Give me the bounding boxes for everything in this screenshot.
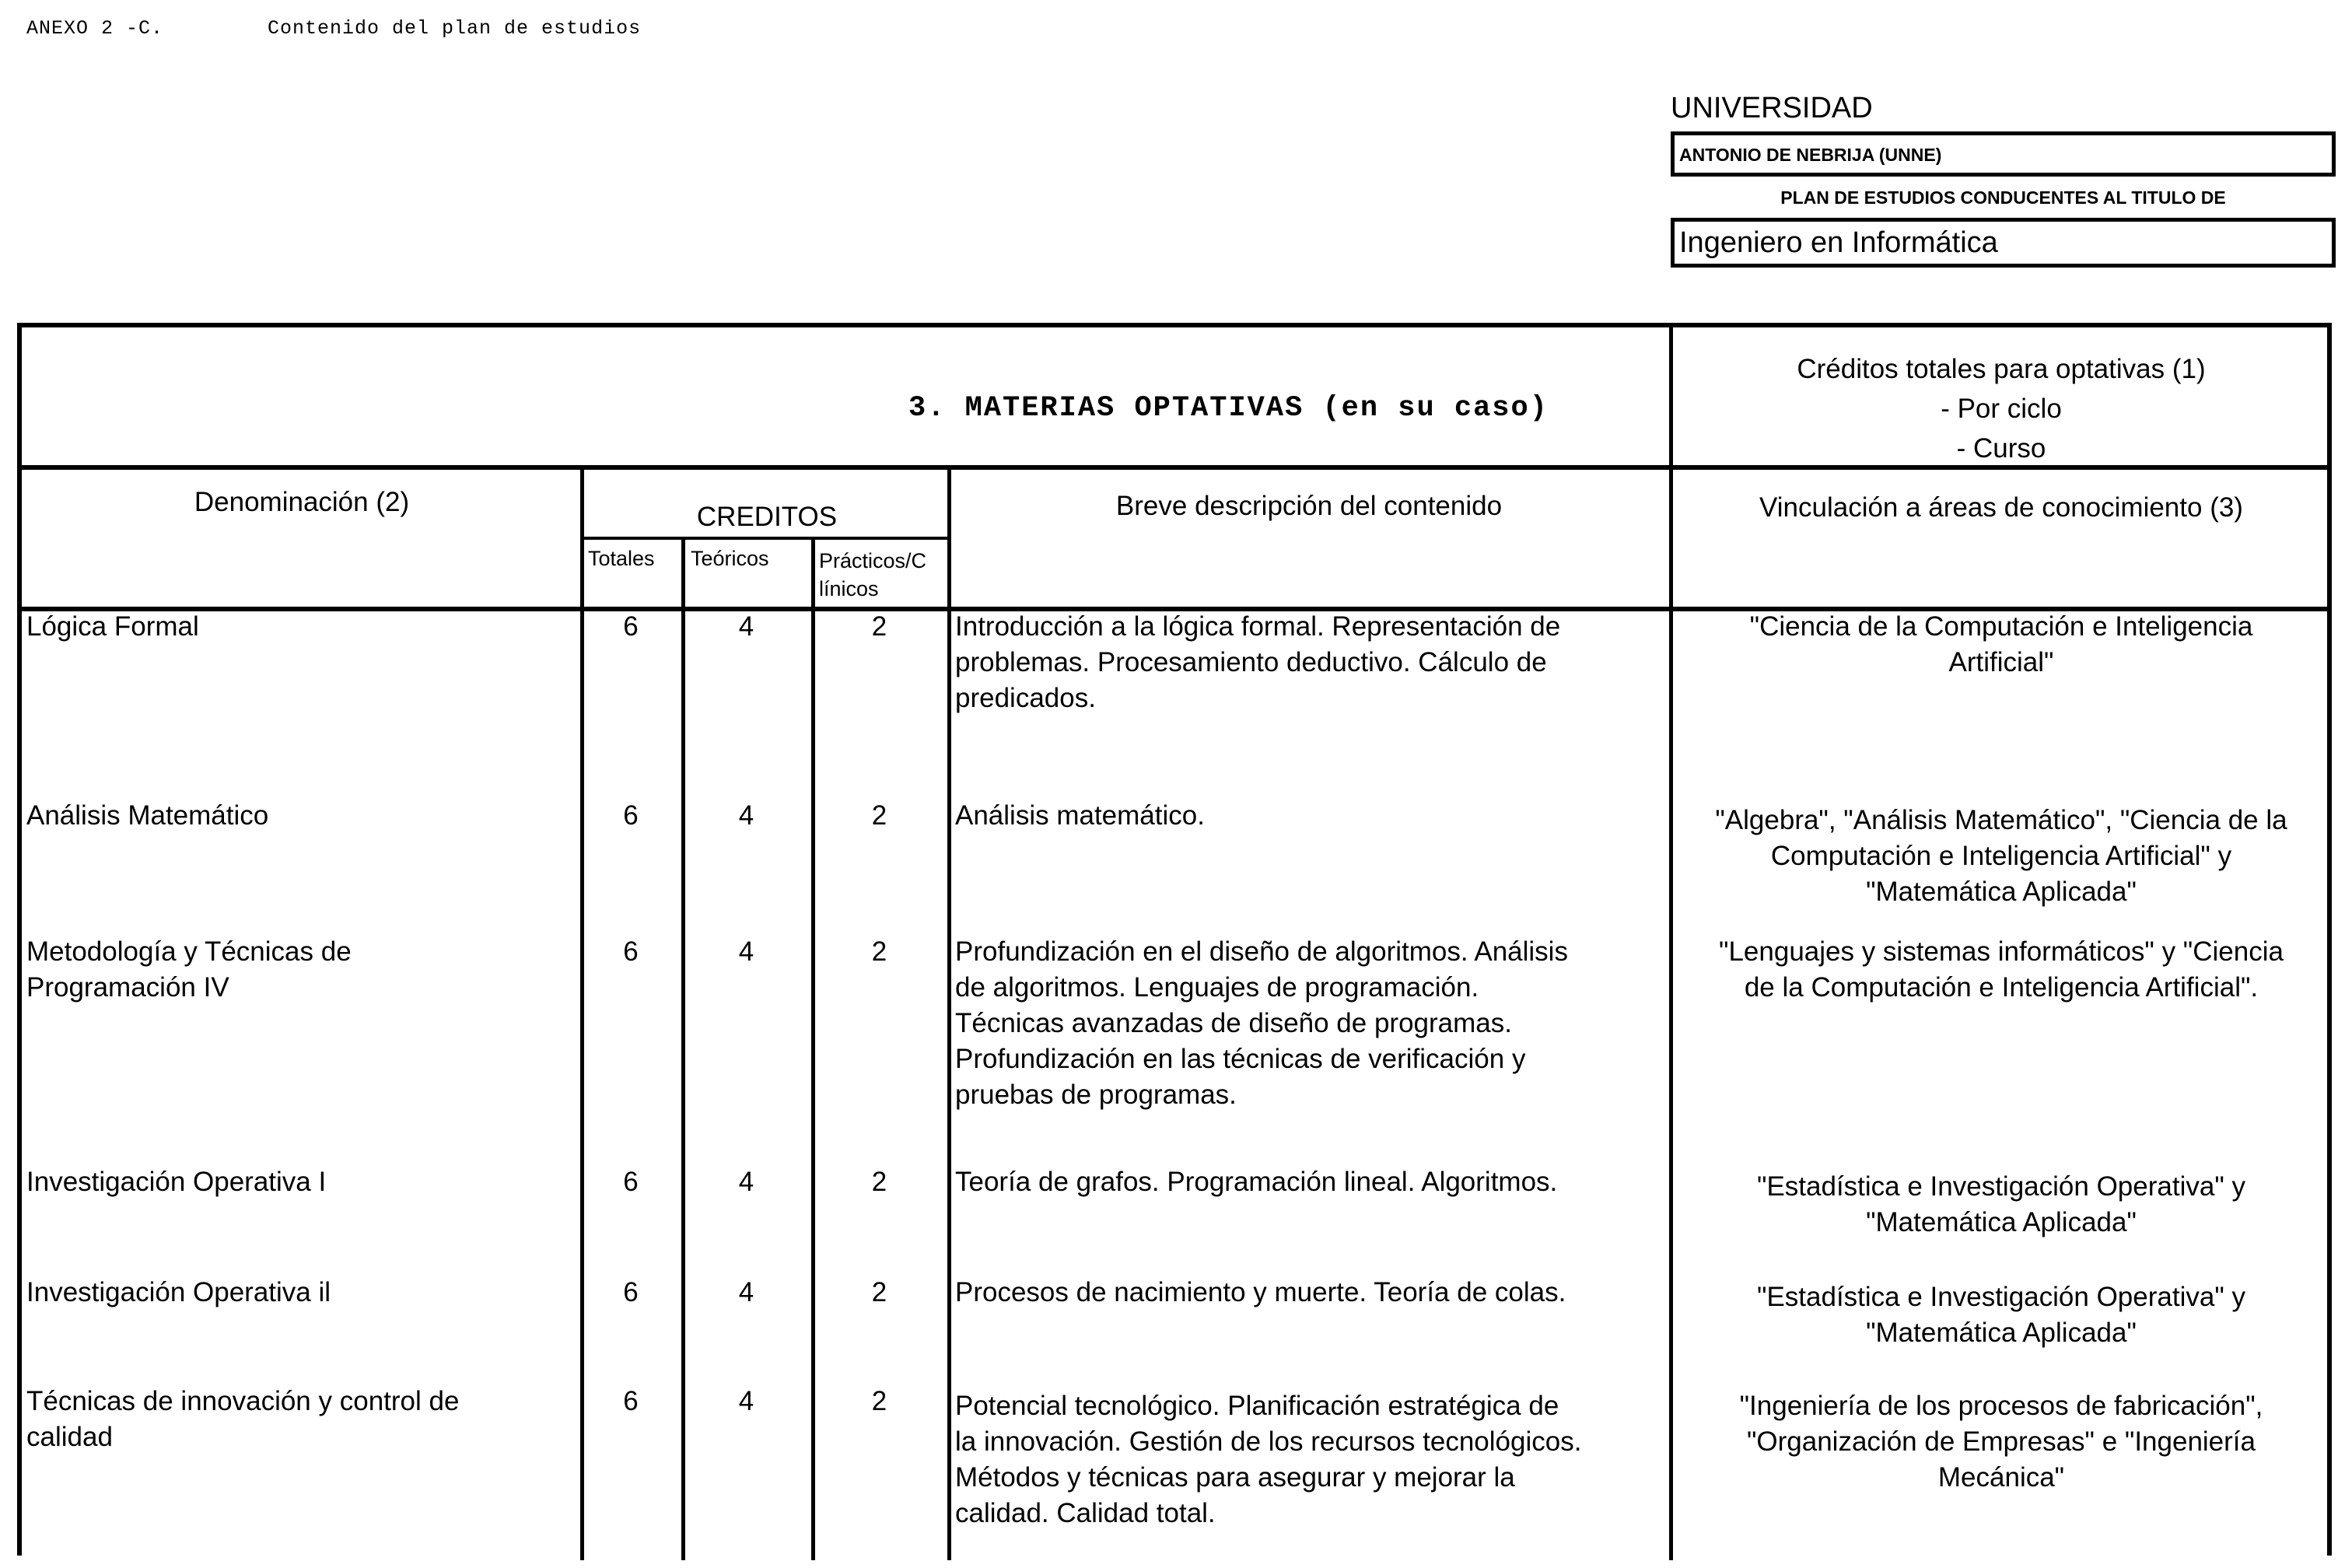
header-denominacion: Denominación (2)	[194, 487, 410, 517]
knowledge-areas: "Lenguajes y sistemas informáticos" y "Ciencia de la Computación e Inteligencia Artificial".	[1719, 936, 2284, 1003]
header-vinculacion: Vinculación a áreas de conocimiento (3)	[1759, 492, 2243, 523]
subject-description: Profundización en el diseño de algoritmos. Análisis de algoritmos. Lenguajes de programación. Técnicas avanzadas de diseño de programas. Profundización en las técnicas de verificación y pruebas de programas.	[955, 936, 1568, 1110]
subject-name: Metodología y Técnicas de Programación IV	[26, 936, 352, 1003]
credits-totales: 6	[623, 800, 639, 831]
credits-totales: 6	[623, 1277, 639, 1307]
credits-totales: 6	[623, 611, 639, 642]
header-teoricos: Teóricos	[691, 547, 769, 570]
subject-name: Investigación Operativa il	[26, 1277, 331, 1307]
subject-name: Técnicas de innovación y control de calidad	[26, 1386, 460, 1452]
subject-description: Potencial tecnológico. Planificación estratégica de la innovación. Gestión de los recursos tecnológicos. Métodos y técnicas para asegurar y mejorar la calidad. Calidad total.	[955, 1391, 1582, 1528]
credits-teoricos: 4	[738, 1167, 754, 1197]
credits-per-course-line: - Curso	[1956, 433, 2046, 464]
credits-practicos: 2	[871, 1167, 887, 1197]
subject-name: Lógica Formal	[26, 611, 199, 642]
col-divider-right	[1669, 327, 1673, 1560]
credits-totales: 6	[623, 1386, 639, 1416]
subject-description: Procesos de nacimiento y muerte. Teoría de colas.	[955, 1277, 1566, 1307]
degree-title-box	[1671, 218, 2336, 268]
subject-name: Investigación Operativa I	[26, 1167, 327, 1197]
credits-practicos: 2	[871, 1277, 887, 1307]
header-creditos: CREDITOS	[696, 502, 838, 532]
knowledge-areas: "Estadística e Investigación Operativa" y "Matemática Aplicada"	[1757, 1171, 2245, 1237]
header-practicos: Prácticos/C línicos	[819, 549, 927, 600]
subject-description: Introducción a la lógica formal. Representación de problemas. Procesamiento deductivo. Cálculo de predicados.	[955, 611, 1561, 713]
credits-total-line: Créditos totales para optativas (1)	[1797, 354, 2206, 384]
credits-teoricos: 4	[738, 936, 754, 967]
degree-title: Ingeniero en Informática	[1679, 226, 1998, 259]
header-descripcion: Breve descripción del contenido	[1115, 491, 1503, 521]
section-title: 3. MATERIAS OPTATIVAS (en su caso)	[908, 392, 1549, 425]
credits-practicos: 2	[871, 936, 887, 967]
subject-description: Teoría de grafos. Programación lineal. Algoritmos.	[955, 1167, 1558, 1197]
optional-subjects-table	[17, 323, 2332, 1556]
plan-label: PLAN DE ESTUDIOS CONDUCENTES AL TITULO DE	[1780, 187, 2226, 208]
col-divider-desc	[947, 470, 951, 1560]
credits-per-cycle-line: - Por ciclo	[1941, 394, 2062, 424]
knowledge-areas: "Estadística e Investigación Operativa" y "Matemática Aplicada"	[1757, 1282, 2245, 1348]
credits-totales: 6	[623, 936, 639, 967]
credits-totales: 6	[623, 1167, 639, 1197]
university-block	[1671, 92, 2336, 268]
annex-label: ANEXO 2 -C.	[26, 17, 164, 40]
knowledge-areas: "Ingeniería de los procesos de fabricación", "Organización de Empresas" e "Ingeniería Mecánica"	[1739, 1391, 2263, 1493]
credits-teoricos: 4	[738, 611, 754, 642]
credits-practicos: 2	[871, 1386, 887, 1416]
credits-practicos: 2	[871, 800, 887, 831]
credits-teoricos: 4	[738, 800, 754, 831]
university-label: UNIVERSIDAD	[1671, 92, 1873, 124]
university-name: ANTONIO DE NEBRIJA (UNNE)	[1679, 145, 1942, 165]
credits-teoricos: 4	[738, 1386, 754, 1416]
document-subtitle: Contenido del plan de estudios	[268, 17, 642, 40]
subject-name: Análisis Matemático	[26, 800, 269, 831]
credits-total-info	[1675, 349, 2328, 468]
knowledge-areas: "Algebra", "Análisis Matemático", "Ciencia de la Computación e Inteligencia Artificial" y "Matemática Aplicada"	[1715, 805, 2287, 907]
header-totales: Totales	[588, 547, 655, 570]
university-name-box	[1671, 131, 2336, 177]
subject-description: Análisis matemático.	[955, 800, 1205, 831]
credits-teoricos: 4	[738, 1277, 754, 1307]
knowledge-areas: "Ciencia de la Computación e Inteligencia Artificial"	[1749, 611, 2253, 677]
credits-practicos: 2	[871, 611, 887, 642]
credits-subheader-divider	[580, 537, 951, 540]
